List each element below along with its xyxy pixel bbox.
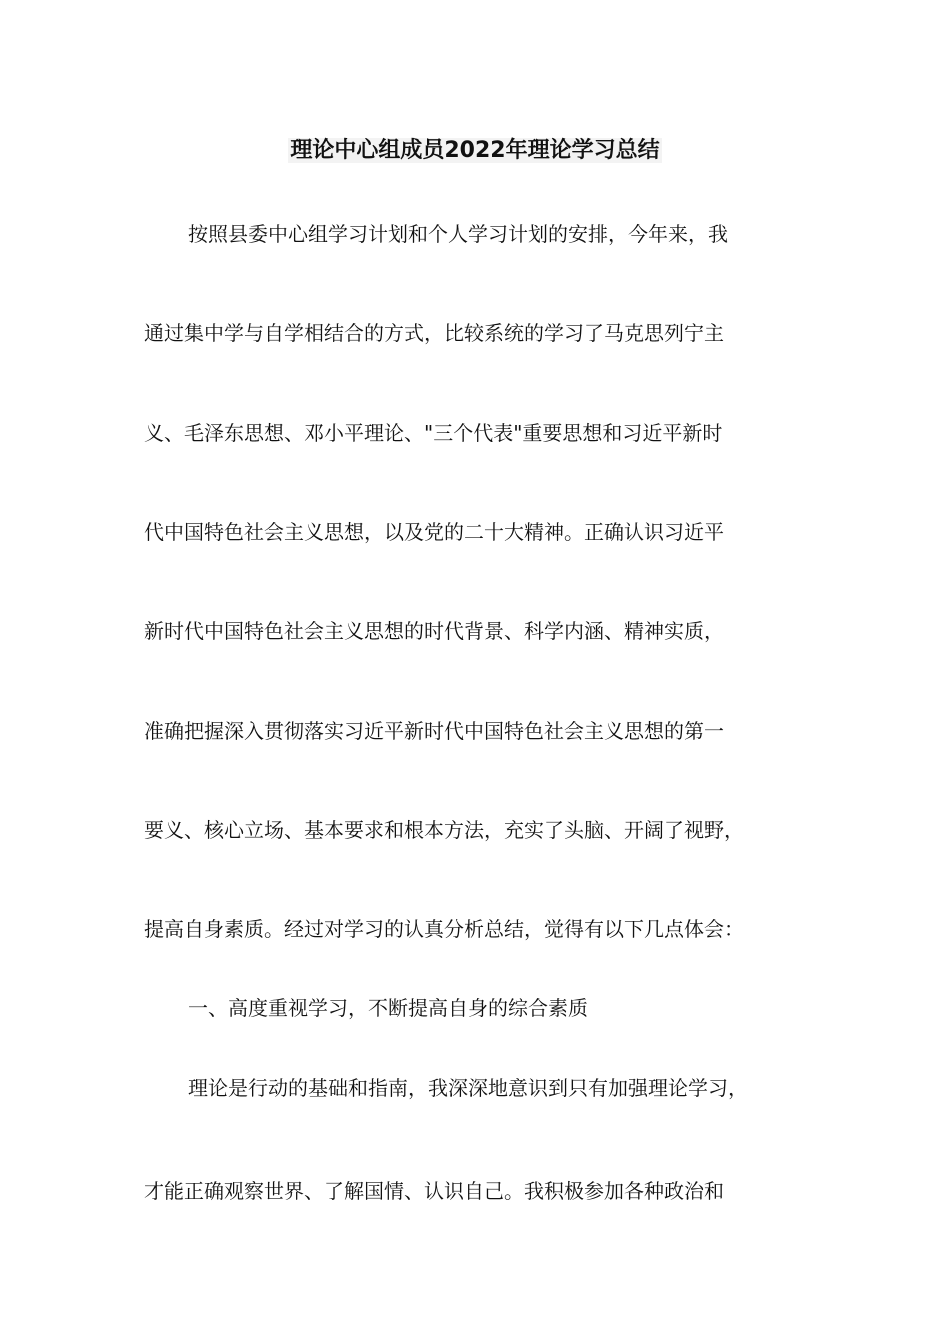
paragraph-line: 准确把握深入贯彻落实习近平新时代中国特色社会主义思想的第一 bbox=[144, 719, 724, 743]
paragraph-line: 要义、核心立场、基本要求和根本方法，充实了头脑、开阔了视野， bbox=[144, 818, 744, 842]
paragraph-line: 理论是行动的基础和指南，我深深地意识到只有加强理论学习， bbox=[188, 1076, 748, 1100]
paragraph-line: 代中国特色社会主义思想，以及党的二十大精神。正确认识习近平 bbox=[144, 520, 724, 544]
paragraph-line: 新时代中国特色社会主义思想的时代背景、科学内涵、精神实质， bbox=[144, 619, 724, 643]
paragraph-line: 提高自身素质。经过对学习的认真分析总结，觉得有以下几点体会： bbox=[144, 917, 744, 941]
paragraph-line: 才能正确观察世界、了解国情、认识自己。我积极参加各种政治和 bbox=[144, 1179, 724, 1203]
document-title bbox=[0, 133, 950, 169]
paragraph-line: 义、毛泽东思想、邓小平理论、"三个代表"重要思想和习近平新时 bbox=[144, 421, 723, 445]
paragraph-line: 通过集中学与自学相结合的方式，比较系统的学习了马克思列宁主 bbox=[144, 321, 724, 345]
paragraph-line: 按照县委中心组学习计划和个人学习计划的安排，今年来，我 bbox=[188, 222, 728, 246]
document-title-text: 理论中心组成员2022年理论学习总结 bbox=[290, 138, 660, 163]
section-heading: 一、高度重视学习，不断提高自身的综合素质 bbox=[188, 996, 588, 1020]
